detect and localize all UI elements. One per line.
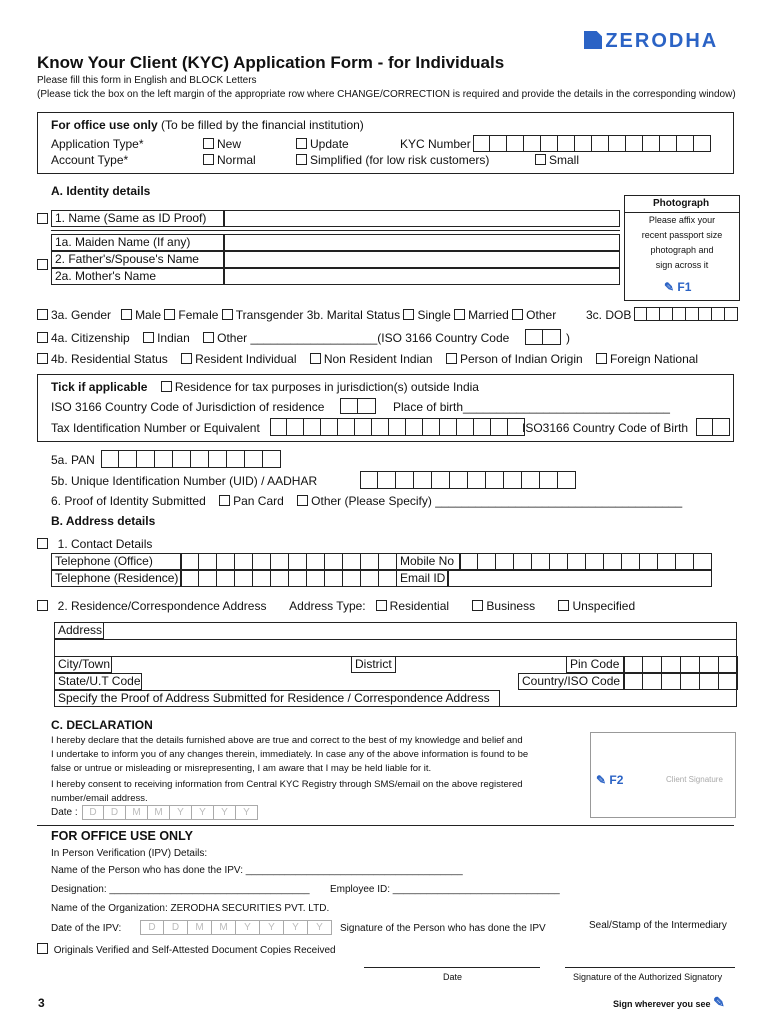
ipv-employee-id[interactable]: Employee ID: ______________________________ [330,884,560,895]
father-change-checkbox[interactable] [37,259,48,270]
office-use-heading: FOR OFFICE USE ONLY [51,829,193,843]
mother-name-input[interactable] [224,268,620,285]
city-label: City/Town [54,656,112,673]
address-heading: B. Address details [51,514,156,528]
other-proof-checkbox[interactable] [297,495,308,506]
contact-details-label: 1. Contact Details [37,537,152,551]
residential-change-checkbox[interactable] [37,353,48,364]
name-change-checkbox[interactable] [37,213,48,224]
ipv-signature-label: Signature of the Person who has done the IPV [340,923,546,934]
indian-checkbox[interactable] [143,332,154,343]
kyc-number-boxes[interactable] [473,135,711,152]
country-boxes[interactable] [624,673,738,690]
tax-tick-row: Tick if applicable Residence for tax purposes in jurisdiction(s) outside India [51,380,479,394]
name-divider [51,230,620,231]
female-checkbox[interactable] [164,309,175,320]
kyc-number-label: KYC Number [400,137,471,151]
update-checkbox[interactable] [296,138,307,149]
other-citizenship-checkbox[interactable] [203,332,214,343]
seal-stamp-label: Seal/Stamp of the Intermediary [589,920,727,931]
originals-verified-checkbox[interactable] [37,943,48,954]
tel-office-boxes[interactable] [181,553,397,570]
instruction-2: (Please tick the box on the left margin of the appropriate row where CHANGE/CORRECTION is required and provide the details in the corresponding window) [37,89,736,100]
pen-icon: ✎ [713,994,725,1010]
normal-checkbox[interactable] [203,154,214,165]
tin-boxes[interactable] [270,418,525,436]
gender-change-checkbox[interactable] [37,309,48,320]
ipv-date-label: Date of the IPV: [51,923,122,934]
application-type-label: Application Type* [51,137,144,151]
state-label: State/U.T Code [54,673,142,690]
declaration-date-boxes[interactable]: D D M M Y Y Y Y [82,805,258,820]
iso-jurisdiction-boxes[interactable] [340,398,376,414]
email-label: Email ID [396,570,448,587]
transgender-checkbox[interactable] [222,309,233,320]
name-label: 1. Name (Same as ID Proof) [51,210,224,227]
simplified-checkbox[interactable] [296,154,307,165]
date-label: Date [443,972,463,982]
pan-card-checkbox[interactable] [219,495,230,506]
addr-residential-checkbox[interactable] [376,600,387,611]
pen-icon: ✎ [664,280,675,294]
mother-name-label: 2a. Mother's Name [51,268,224,285]
mobile-label: Mobile No [396,553,460,570]
ipv-designation[interactable]: Designation: ____________________________________ [51,884,310,895]
date-signature-line [364,967,540,968]
male-checkbox[interactable] [121,309,132,320]
iso-jurisdiction-label: ISO 3166 Country Code of Jurisdiction of residence [51,400,325,414]
name-input[interactable] [224,210,620,227]
citizenship-change-checkbox[interactable] [37,332,48,343]
addr-unspecified-checkbox[interactable] [558,600,569,611]
dob-label: 3c. DOB [586,308,632,322]
resident-individual-checkbox[interactable] [181,353,192,364]
country-label: Country/ISO Code [518,673,624,690]
foreign-national-checkbox[interactable] [596,353,607,364]
small-checkbox[interactable] [535,154,546,165]
sign-wherever-label: Sign wherever you see ✎ [613,994,725,1010]
address-label: Address [54,622,104,639]
maiden-name-input[interactable] [224,234,620,251]
uid-label: 5b. Unique Identification Number (UID) / AADHAR [51,474,318,488]
contact-change-checkbox[interactable] [37,538,48,549]
brand-name: ZERODHA [605,30,719,52]
address-line [54,639,737,640]
photo-instructions: Please affix your recent passport size photograph and sign across it [641,215,723,270]
app-type-update[interactable]: Update [296,137,349,151]
pio-checkbox[interactable] [446,353,457,364]
office-heading: For office use only (To be filled by the financial institution) [51,118,364,132]
signature-tag: ✎ F2 [596,773,624,787]
tel-residence-boxes[interactable] [181,570,397,587]
gender-row: 3a. Gender Male Female Transgender 3b. Marital Status Single Married Other [37,308,556,322]
uid-boxes[interactable] [360,471,576,489]
auth-signature-line [565,967,735,968]
ipv-organization: Name of the Organization: ZERODHA SECURITIES PVT. LTD. [51,903,330,914]
page-number: 3 [38,996,45,1010]
tel-office-label: Telephone (Office) [51,553,181,570]
maiden-name-label: 1a. Maiden Name (If any) [51,234,224,251]
nri-checkbox[interactable] [310,353,321,364]
zerodha-logo [584,30,718,53]
app-type-new[interactable]: New [203,137,241,151]
iso-birth-label: ISO3166 Country Code of Birth [522,421,689,435]
photo-tag: ✎ F1 [664,280,692,294]
ipv-details: In Person Verification (IPV) Details: [51,848,208,859]
acc-type-small[interactable]: Small [535,153,579,167]
citizenship-iso-boxes[interactable] [525,329,561,345]
identity-heading: A. Identity details [51,184,151,198]
auth-signatory-label: Signature of the Authorized Signatory [573,972,723,982]
proof-identity-row: 6. Proof of Identity Submitted Pan Card Other (Please Specify) _____________________________________ [51,494,683,508]
declaration-date-label: Date : [51,807,78,818]
photo-title: Photograph [653,198,710,209]
form-title: Know Your Client (KYC) Application Form - for Individuals [37,53,505,72]
addr-business-checkbox[interactable] [472,600,483,611]
section-separator [37,825,734,826]
single-checkbox[interactable] [403,309,414,320]
iso-birth-boxes[interactable] [696,418,730,436]
new-checkbox[interactable] [203,138,214,149]
pan-label: 5a. PAN [51,453,95,467]
res-address-row: 2. Residence/Correspondence Address Address Type: Residential Business Unspecified [37,599,635,613]
zerodha-logo-icon [584,31,602,49]
district-label: District [351,656,396,673]
tin-label: Tax Identification Number or Equivalent [51,421,260,435]
other-marital-checkbox[interactable] [512,309,523,320]
mobile-boxes[interactable] [460,553,712,570]
proof-address-label: Specify the Proof of Address Submitted for Residence / Correspondence Address [54,690,500,707]
pan-boxes[interactable] [101,450,281,468]
client-signature-label: Client Signature [666,775,723,784]
account-type-label: Account Type* [51,153,129,167]
ipv-date-boxes[interactable]: D D M M Y Y Y Y [140,920,332,935]
email-input[interactable] [448,570,712,587]
father-spouse-input[interactable] [224,251,620,268]
place-of-birth[interactable]: Place of birth_______________________________ [393,400,670,414]
declaration-text: I hereby declare that the details furnished above are true and correct to the best of my knowledge and belief and I undertake to inform you of any changes therein, immediately. In case any of the above information is found to be false or untrue or misleading or misrepresenting, I am aware that I may be held liable for it. I hereby consent to receiving information from Central KYC Registry through SMS/email on the above registered number/email address. [51,735,529,804]
res-address-change-checkbox[interactable] [37,600,48,611]
originals-row: Originals Verified and Self-Attested Document Copies Received [37,943,336,956]
father-spouse-label: 2. Father's/Spouse's Name [51,251,224,268]
pin-boxes[interactable] [624,656,738,673]
pen-icon: ✎ [596,773,607,787]
citizenship-close-paren: ) [566,331,570,345]
citizenship-row: 4a. Citizenship Indian Other ___________________(ISO 3166 Country Code [37,331,509,345]
tel-residence-label: Telephone (Residence) [51,570,181,587]
declaration-heading: C. DECLARATION [51,718,153,732]
ipv-person-name[interactable]: Name of the Person who has done the IPV: _______________________________________ [51,865,463,876]
acc-type-simplified[interactable]: Simplified (for low risk customers) [296,153,489,167]
married-checkbox[interactable] [454,309,465,320]
instruction-1: Please fill this form in English and BLOCK Letters [37,75,257,86]
acc-type-normal[interactable]: Normal [203,153,256,167]
residential-status-row: 4b. Residential Status Resident Individual Non Resident Indian Person of Indian Origin Foreign National [37,352,698,366]
tax-residence-checkbox[interactable] [161,381,172,392]
dob-boxes[interactable] [634,307,738,321]
pin-label: Pin Code [566,656,624,673]
